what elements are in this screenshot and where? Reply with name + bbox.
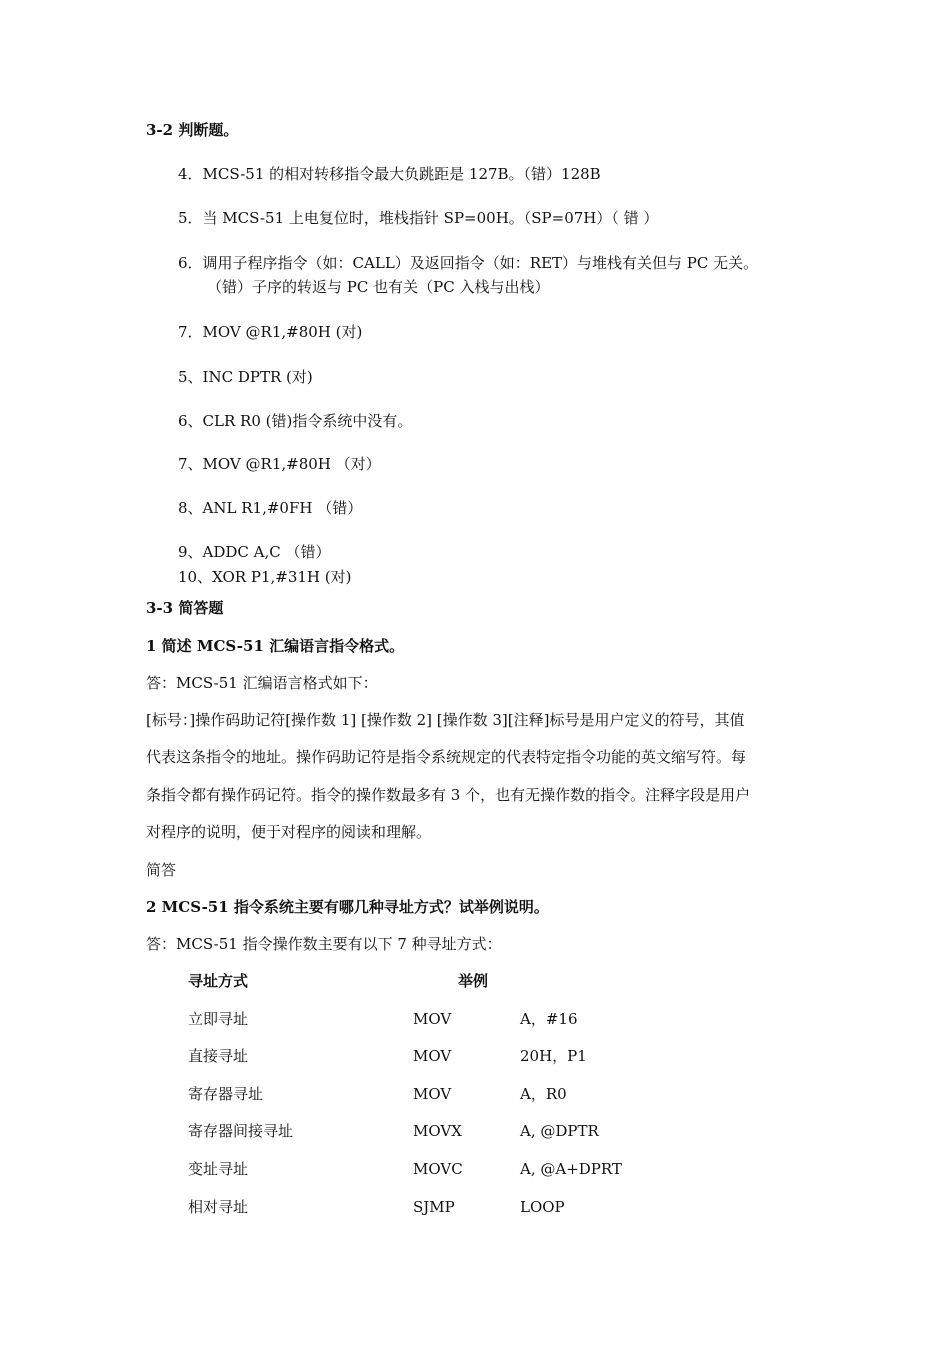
table-row bbox=[188, 1046, 748, 1084]
example-operand: A，#16 bbox=[520, 1009, 578, 1028]
answer-paragraph-line: 代表这条指令的地址。操作码助记符是指令系统规定的代表特定指令功能的英文缩写符。每 bbox=[146, 748, 747, 766]
judgement-item: 6、CLR R0 (错)指令系统中没有。 bbox=[178, 412, 413, 430]
table-header-mode: 寻址方式 bbox=[188, 972, 249, 990]
addressing-mode: 立即寻址 bbox=[188, 1009, 249, 1028]
section-3-3-heading: 3-3 简答题 bbox=[146, 599, 224, 617]
judgement-item-continuation: （错）子序的转返与 PC 也有关（PC 入栈与出栈） bbox=[207, 278, 550, 296]
example-operand: A，R0 bbox=[520, 1084, 567, 1103]
judgement-item: 10、XOR P1,#31H (对) bbox=[178, 568, 352, 586]
question-2-answer-intro: 答：MCS-51 指令操作数主要有以下 7 种寻址方式： bbox=[146, 935, 502, 953]
example-operand: A, @A+DPRT bbox=[520, 1159, 622, 1178]
example-opcode: MOV bbox=[413, 1047, 452, 1066]
example-opcode: MOVC bbox=[413, 1159, 463, 1178]
addressing-mode: 寄存器寻址 bbox=[188, 1084, 264, 1103]
addressing-mode: 直接寻址 bbox=[188, 1047, 249, 1066]
table-header-example: 举例 bbox=[458, 972, 489, 990]
addressing-mode: 相对寻址 bbox=[188, 1197, 249, 1216]
table-row bbox=[188, 1197, 748, 1235]
example-operand: 20H，P1 bbox=[520, 1047, 587, 1066]
example-opcode: SJMP bbox=[413, 1197, 455, 1216]
judgement-item: 7．MOV @R1,#80H (对) bbox=[178, 323, 363, 341]
table-row bbox=[188, 1159, 748, 1197]
judgement-item: 6．调用子程序指令（如：CALL）及返回指令（如：RET）与堆栈有关但与 PC 无关。 bbox=[178, 254, 759, 272]
table-header-row bbox=[188, 971, 748, 1009]
judgement-item: 9、ADDC A,C （错） bbox=[178, 543, 331, 561]
answer-paragraph-line: [标号：]操作码助记符[操作数 1] [操作数 2] [操作数 3][注释]标号是用户定义的符号，其值 bbox=[146, 711, 745, 729]
table-row bbox=[188, 1121, 748, 1159]
answer-paragraph-line: 对程序的说明，便于对程序的阅读和理解。 bbox=[146, 823, 432, 841]
addressing-mode: 寄存器间接寻址 bbox=[188, 1122, 294, 1141]
short-answer-label: 简答 bbox=[146, 861, 177, 879]
answer-paragraph-line: 条指令都有操作码记符。指令的操作数最多有 3 个，也有无操作数的指令。注释字段是用户 bbox=[146, 786, 751, 804]
question-1-answer-intro: 答：MCS-51 汇编语言格式如下： bbox=[146, 674, 378, 692]
addressing-mode: 变址寻址 bbox=[188, 1159, 249, 1178]
section-3-2-heading: 3-2 判断题。 bbox=[146, 121, 239, 139]
question-1-title: 1 简述 MCS-51 汇编语言指令格式。 bbox=[146, 637, 405, 655]
judgement-item: 8、ANL R1,#0FH （错） bbox=[178, 499, 363, 517]
judgement-item: 5．当 MCS-51 上电复位时，堆栈指针 SP=00H。（SP=07H）（ 错 ） bbox=[178, 209, 659, 227]
example-opcode: MOV bbox=[413, 1084, 452, 1103]
example-opcode: MOV bbox=[413, 1009, 452, 1028]
addressing-mode-table bbox=[188, 971, 748, 1234]
question-2-title: 2 MCS-51 指令系统主要有哪几种寻址方式？试举例说明。 bbox=[146, 898, 549, 916]
judgement-item: 5、INC DPTR (对) bbox=[178, 368, 313, 386]
example-operand: LOOP bbox=[520, 1197, 565, 1216]
example-opcode: MOVX bbox=[413, 1122, 462, 1141]
judgement-item: 4．MCS-51 的相对转移指令最大负跳距是 127B。（错）128B bbox=[178, 165, 601, 183]
judgement-item: 7、MOV @R1,#80H （对） bbox=[178, 455, 381, 473]
example-operand: A, @DPTR bbox=[520, 1122, 599, 1141]
table-row bbox=[188, 1084, 748, 1122]
table-row bbox=[188, 1009, 748, 1047]
